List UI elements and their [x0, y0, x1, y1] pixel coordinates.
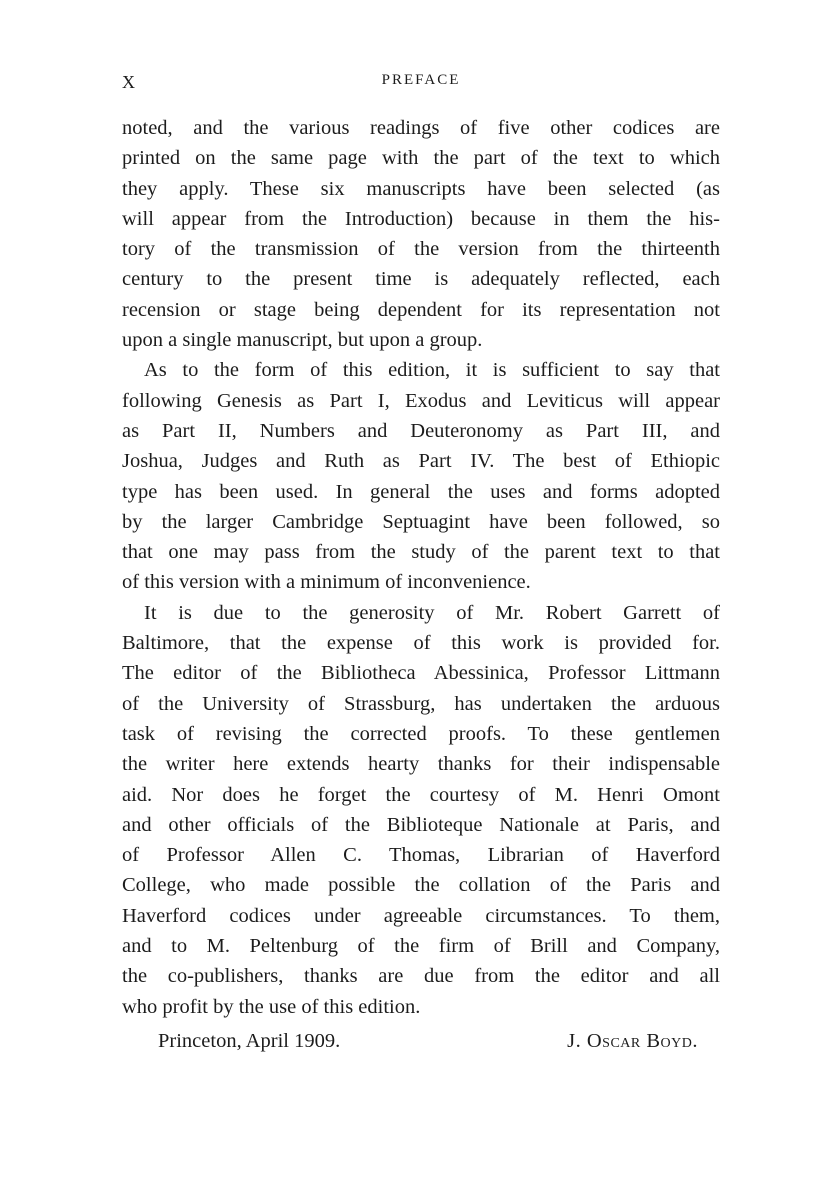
text-line: following Genesis as Part I, Exodus and Leviticus will appear — [122, 389, 720, 412]
text-line: Haverford codices under agreeable circumstances. To them, — [122, 904, 720, 927]
text-line: type has been used. In general the uses and forms adopted — [122, 480, 720, 503]
text-line: and other officials of the Biblioteque Nationale at Paris, and — [122, 813, 720, 836]
text-line: by the larger Cambridge Septuagint have been followed, so — [122, 510, 720, 533]
text-line: task of revising the corrected proofs. To these gentlemen — [122, 722, 720, 745]
text-line: noted, and the various readings of five other codices are — [122, 117, 720, 139]
text-line: of this version with a minimum of inconvenience. — [122, 571, 531, 594]
text-line: Joshua, Judges and Ruth as Part IV. The best of Ethiopic — [122, 450, 720, 473]
text-line: as Part II, Numbers and Deuteronomy as Part III, and — [122, 419, 720, 442]
text-line: who profit by the use of this edition. — [122, 995, 421, 1018]
text-line: aid. Nor does he forget the courtesy of M. Henri Omont — [122, 783, 720, 806]
page-title: PREFACE — [381, 72, 461, 88]
place-and-date: Princeton, April 1909. — [158, 1030, 341, 1052]
text-line: century to the present time is adequately reflected, each — [122, 268, 720, 291]
text-line: tory of the transmission of the version from the thirteenth — [122, 238, 720, 261]
preface-body — [122, 113, 720, 1022]
text-line: that one may pass from the study of the parent text to that — [122, 541, 720, 564]
text-line: College, who made possible the collation of the Paris and — [122, 874, 720, 897]
author-signature: J. Oscar Boyd. — [567, 1030, 698, 1052]
signature-block — [158, 1030, 698, 1062]
text-line: the writer here extends hearty thanks for their indispensable — [122, 753, 720, 776]
text-line: printed on the same page with the part of the text to which — [122, 147, 720, 170]
page-number: X — [122, 72, 136, 92]
text-line: upon a single manuscript, but upon a group. — [122, 329, 483, 352]
text-line: As to the form of this edition, it is sufficient to say that — [144, 359, 720, 382]
running-head — [122, 72, 720, 98]
text-line: It is due to the generosity of Mr. Robert Garrett of — [144, 601, 720, 624]
text-line: Baltimore, that the expense of this work is provided for. — [122, 632, 720, 655]
text-line: they apply. These six manuscripts have been selected (as — [122, 177, 720, 200]
text-line: of the University of Strassburg, has undertaken the arduous — [122, 692, 720, 715]
text-line: and to M. Peltenburg of the firm of Brill and Company, — [122, 935, 720, 958]
text-line: the co-publishers, thanks are due from the editor and all — [122, 965, 720, 988]
text-line: of Professor Allen C. Thomas, Librarian of Haverford — [122, 844, 720, 867]
text-line: will appear from the Introduction) because in them the his- — [122, 207, 720, 230]
text-line: recension or stage being dependent for its representation not — [122, 298, 720, 321]
text-line: The editor of the Bibliotheca Abessinica, Professor Littmann — [122, 662, 720, 685]
